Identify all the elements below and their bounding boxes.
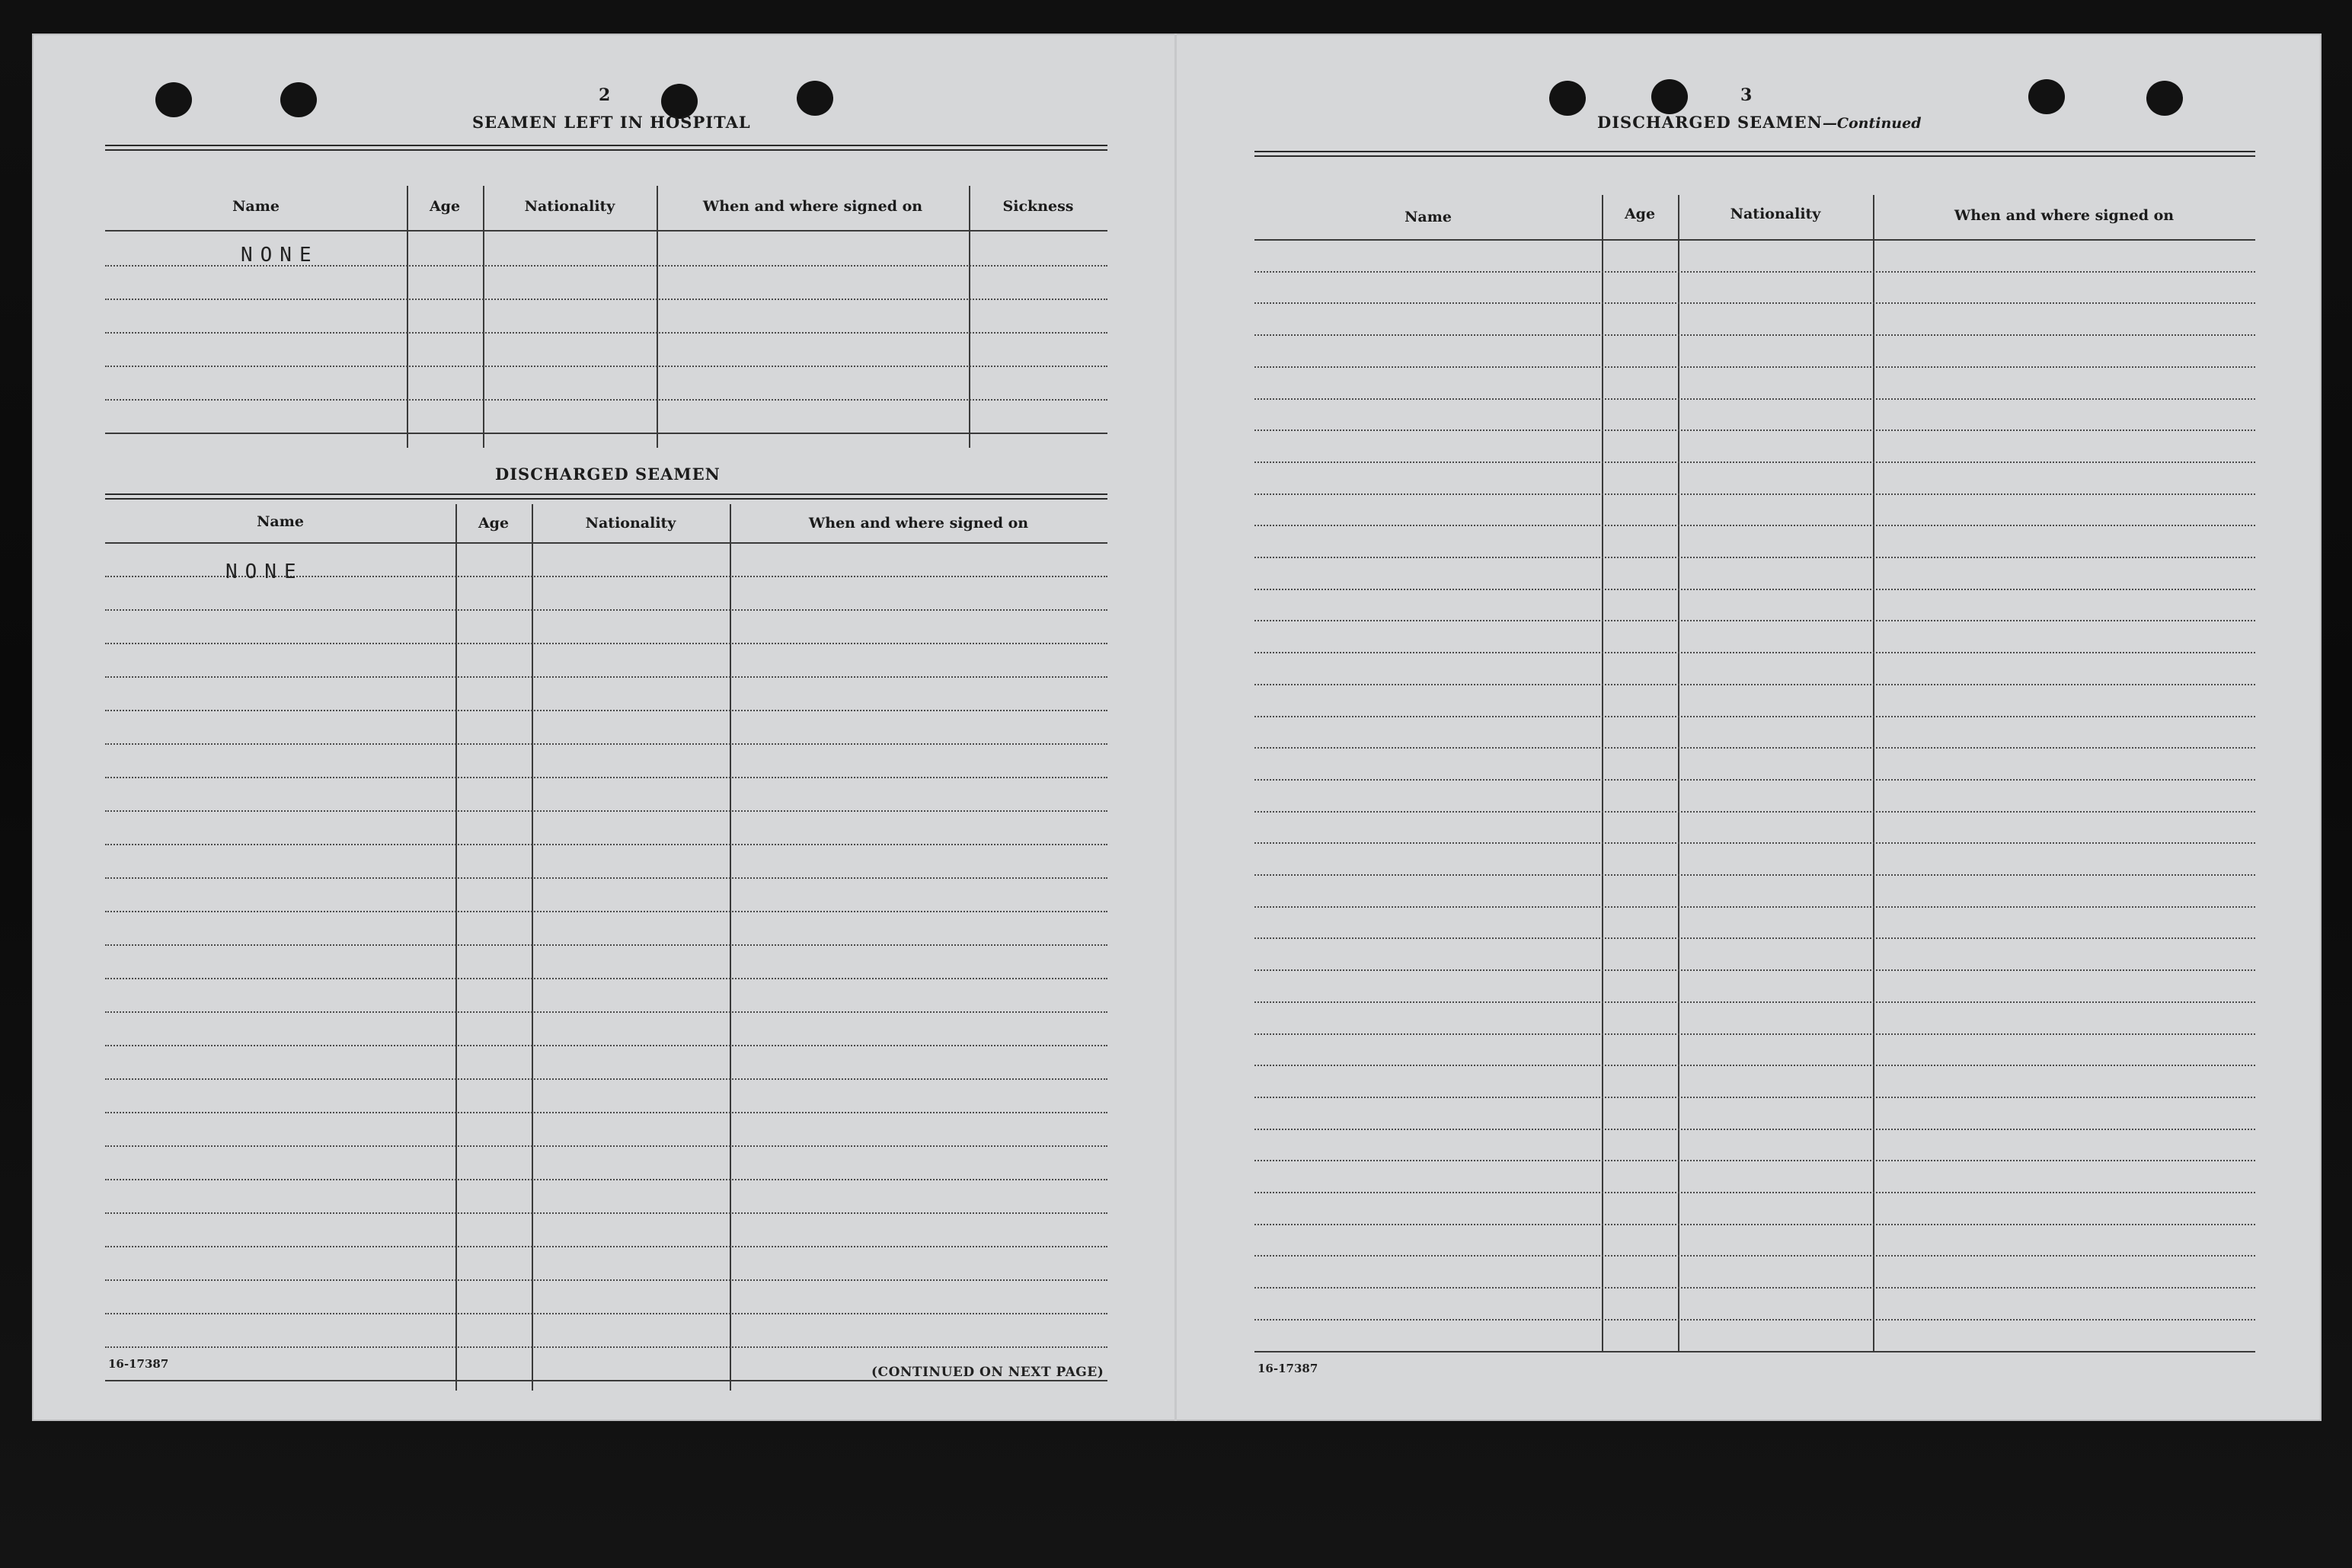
table-row — [1254, 334, 2255, 336]
table-row — [105, 1078, 1107, 1080]
table-row — [1254, 461, 2255, 463]
table-row — [105, 944, 1107, 946]
column-header-signed-on: When and where signed on — [1954, 207, 2175, 224]
discharged-continued-table — [1254, 158, 2255, 1359]
column-divider — [1678, 195, 1679, 1352]
column-divider — [657, 186, 658, 448]
column-divider — [1602, 195, 1603, 1352]
table-row — [1254, 1287, 2255, 1289]
column-divider — [483, 186, 484, 448]
table-row — [105, 911, 1107, 912]
table-row — [1254, 589, 2255, 590]
table-row — [1254, 525, 2255, 526]
table-row — [1254, 1192, 2255, 1193]
column-divider — [407, 186, 408, 448]
punch-hole — [1651, 79, 1688, 114]
table-row — [105, 1179, 1107, 1180]
punch-hole — [1549, 81, 1586, 116]
table-row — [1254, 1097, 2255, 1098]
table-row — [105, 1279, 1107, 1281]
section-rule — [1254, 151, 2255, 157]
typed-entry: NONE — [241, 244, 319, 267]
column-header-name: Name — [232, 198, 280, 215]
table-row — [105, 777, 1107, 778]
column-header-nationality: Nationality — [524, 198, 615, 215]
table-row — [105, 299, 1107, 300]
table-row — [105, 433, 1107, 434]
column-header-age: Age — [429, 198, 461, 215]
table-row — [1254, 937, 2255, 939]
table-row — [105, 1380, 1107, 1381]
table-row — [1254, 1224, 2255, 1225]
column-header-nationality: Nationality — [1730, 206, 1821, 222]
table-row — [1254, 1033, 2255, 1035]
punch-hole — [155, 82, 192, 117]
table-row — [1254, 747, 2255, 749]
table-row — [1254, 620, 2255, 621]
punch-hole — [280, 82, 317, 117]
column-header-age: Age — [478, 515, 510, 532]
table-row — [1254, 652, 2255, 653]
table-row — [105, 743, 1107, 745]
table-row — [105, 1045, 1107, 1046]
table-row — [1254, 811, 2255, 813]
table-row — [1254, 842, 2255, 844]
header-rule — [1254, 239, 2255, 241]
table-row — [105, 810, 1107, 812]
table-row — [1254, 1255, 2255, 1257]
table-row — [1254, 366, 2255, 368]
table-row — [105, 710, 1107, 711]
table-row — [1254, 271, 2255, 273]
table-row — [105, 1112, 1107, 1113]
table-row — [105, 609, 1107, 611]
punch-hole — [2028, 79, 2065, 114]
column-header-nationality: Nationality — [585, 515, 676, 532]
table-row — [1254, 684, 2255, 685]
column-divider — [532, 504, 533, 1391]
table-row — [1254, 779, 2255, 781]
discharged-table — [105, 501, 1107, 1391]
table-row — [105, 1313, 1107, 1314]
page-number: 3 — [1740, 85, 1753, 105]
table-row — [105, 978, 1107, 979]
form-code: 16-17387 — [108, 1357, 169, 1371]
table-row — [105, 1011, 1107, 1013]
table-row — [1254, 1065, 2255, 1066]
section-rule — [105, 145, 1107, 151]
typed-entry: NONE — [225, 560, 304, 583]
table-row — [1254, 969, 2255, 971]
table-row — [1254, 716, 2255, 717]
column-header-age: Age — [1624, 206, 1656, 222]
discharged-section-title: DISCHARGED SEAMEN — [495, 465, 721, 484]
column-divider — [455, 504, 457, 1391]
table-row — [105, 643, 1107, 644]
hospital-section-title: SEAMEN LEFT IN HOSPITAL — [472, 113, 751, 132]
table-row — [1254, 430, 2255, 431]
column-header-name: Name — [1404, 209, 1452, 225]
table-row — [1254, 557, 2255, 558]
table-row — [1254, 493, 2255, 495]
form-spread — [32, 34, 2322, 1421]
table-row — [105, 366, 1107, 367]
table-row — [1254, 1351, 2255, 1352]
table-row — [105, 1145, 1107, 1147]
header-rule — [105, 542, 1107, 544]
table-row — [105, 877, 1107, 879]
table-row — [105, 1246, 1107, 1247]
punch-hole — [797, 81, 833, 116]
table-row — [1254, 398, 2255, 400]
table-row — [1254, 874, 2255, 876]
table-row — [105, 1346, 1107, 1348]
table-row — [1254, 1319, 2255, 1321]
discharged-continued-title: DISCHARGED SEAMEN—Continued — [1597, 113, 1922, 132]
form-code: 16-17387 — [1257, 1362, 1318, 1375]
column-divider — [730, 504, 731, 1391]
table-row — [105, 399, 1107, 401]
table-row — [105, 1212, 1107, 1214]
section-rule — [105, 493, 1107, 500]
right-page — [1177, 34, 2322, 1421]
hospital-table — [105, 152, 1107, 448]
continued-note: (CONTINUED ON NEXT PAGE) — [871, 1365, 1104, 1380]
table-row — [1254, 1160, 2255, 1161]
column-header-signed-on: When and where signed on — [808, 515, 1029, 532]
column-header-signed-on: When and where signed on — [702, 198, 923, 215]
column-header-name: Name — [257, 513, 304, 530]
table-row — [105, 676, 1107, 678]
column-divider — [969, 186, 970, 448]
column-divider — [1873, 195, 1874, 1352]
table-row — [105, 844, 1107, 845]
column-header-sickness: Sickness — [1002, 198, 1074, 215]
left-page — [32, 34, 1174, 1421]
table-row — [1254, 1001, 2255, 1003]
table-row — [1254, 1129, 2255, 1130]
header-rule — [105, 230, 1107, 232]
punch-hole — [2146, 81, 2183, 116]
table-row — [1254, 906, 2255, 908]
table-row — [105, 332, 1107, 334]
page-number: 2 — [599, 85, 611, 105]
table-row — [1254, 302, 2255, 304]
